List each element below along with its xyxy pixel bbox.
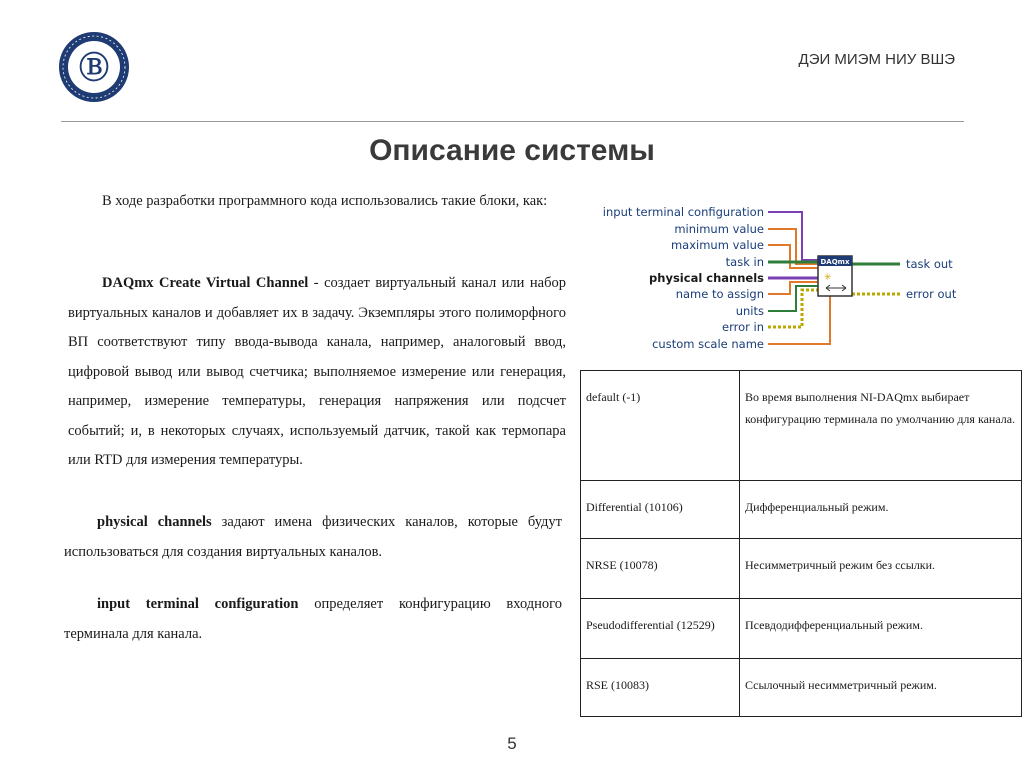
mode-cell: Differential (10106)	[581, 481, 740, 539]
table-row	[581, 371, 1022, 481]
description-cell: Ссылочный несимметричный режим.	[740, 659, 1022, 717]
hse-logo	[57, 30, 131, 104]
description-cell: Дифференциальный режим.	[740, 481, 1022, 539]
table-row	[581, 539, 1022, 599]
input-label: maximum value	[670, 238, 764, 252]
mode-cell: RSE (10083)	[581, 659, 740, 717]
page-number: 5	[507, 734, 517, 753]
input-label-physical-channels: physical channels	[649, 271, 764, 285]
description-cell: Во время выполнения NI-DAQmx выбирает конфигурацию терминала по умолчанию для канала.	[740, 371, 1022, 481]
slide-title: Описание системы	[369, 134, 655, 167]
block-label: DAQmx	[820, 258, 850, 266]
table-row	[581, 659, 1022, 717]
create-channel-text: - создает виртуальный канал или набор виртуальных каналов и добавляет их в задачу. Экземпляры этого полиморфного ВП соответствуют типу ввода-вывода канала, например, аналоговый ввод, цифровой вывод или вывод счетчика; выполняемое измерение или генерация, например, измерение температуры, генерация напряжения или подсчет событий; и, в некоторых случаях, используемый датчик, такой как термопара или RTD для измерения температуры.	[68, 275, 566, 468]
table-row	[581, 599, 1022, 659]
input-label: task in	[725, 255, 764, 269]
output-label: task out	[906, 257, 953, 271]
svg-text:Ⓑ: Ⓑ	[79, 51, 109, 86]
table-row	[581, 481, 1022, 539]
mode-cell: Pseudodifferential (12529)	[581, 599, 740, 659]
create-channel-term: DAQmx Create Virtual Channel	[102, 275, 309, 291]
input-label: units	[735, 304, 764, 318]
mode-cell: NRSE (10078)	[581, 539, 740, 599]
terminal-config-paragraph	[64, 590, 562, 649]
input-label: error in	[722, 320, 764, 334]
description-cell: Псевдодифференциальный режим.	[740, 599, 1022, 659]
block-sparkle-icon: ✳	[824, 273, 832, 283]
physical-channels-term: physical channels	[97, 514, 212, 530]
create-channel-paragraph	[68, 269, 566, 476]
daqmx-block-diagram	[600, 198, 975, 358]
output-label: error out	[906, 287, 957, 301]
terminal-config-term: input terminal configuration	[97, 596, 299, 612]
intro-paragraph	[68, 187, 566, 217]
organization-name: ДЭИ МИЭМ НИУ ВШЭ	[798, 51, 955, 68]
description-cell: Несимметричный режим без ссылки.	[740, 539, 1022, 599]
header-divider	[61, 121, 964, 122]
input-label: custom scale name	[652, 337, 764, 351]
physical-channels-paragraph	[64, 508, 562, 567]
intro-text: В ходе разработки программного кода использовались такие блоки, как:	[102, 193, 548, 209]
physical-channels-text: задают имена физических каналов, которые будут использоваться для создания виртуальных каналов.	[64, 514, 562, 560]
input-label: minimum value	[674, 222, 764, 236]
mode-cell: default (-1)	[581, 371, 740, 481]
terminal-config-text: определяет конфигурацию входного терминала для канала.	[64, 596, 562, 642]
terminal-config-table	[580, 370, 1022, 717]
input-label: input terminal configuration	[602, 205, 764, 219]
input-label: name to assign	[675, 287, 764, 301]
